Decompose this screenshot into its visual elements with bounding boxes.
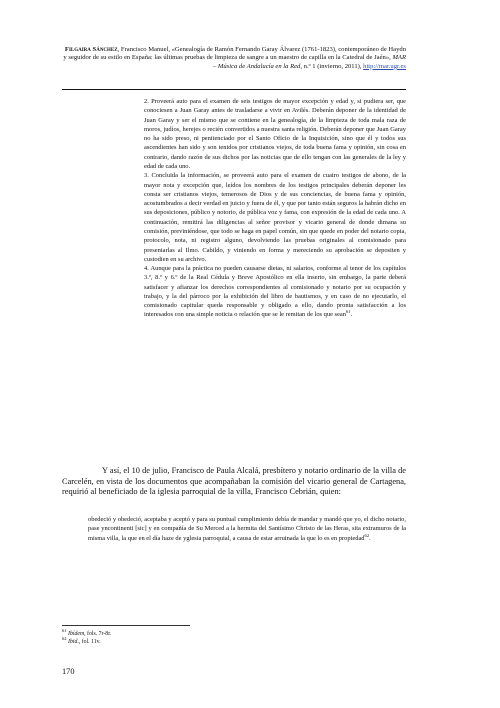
footnote-divider — [62, 625, 190, 626]
body-paragraph: Y así, el 10 de julio, Francisco de Paula Alcalá, presbítero y notario ordinario de la villa de Carcelén, en vista de los documentos que acompañaban la comisión del vicario general de Cartagena, requirió al beneficiado de la iglesia parroquial de la villa, Francisco Cebrián, quien: — [62, 466, 406, 497]
quote-paragraph-4: 4. Aunque para la práctica no pueden causarse dietas, ni salarios, conforme al tenor de los capítulos 3.º, 8.º y 6.º de la Real Cédula y Breve Apostólico en ella inserto, sin embargo, la parte deberá satisfacer y afianzar los derechos correspondientes al comisionado y notario por su ocupación y trabajo, y la del párroco por la exhibición del libro de bautismos, y en caso de no ejecutarlo, el comisionado capitular queda responsable y obligado a ello, dando pronta satisfacción a los interesados con una simple noticia o relación que se le remitan de los que sean$^{61}$. — [144, 265, 406, 319]
footnotes — [62, 630, 402, 646]
page-number: 170 — [62, 667, 75, 676]
footnote-number: 62 — [62, 636, 67, 642]
header-journal: MAR – Música de Andalucía en la Red — [212, 54, 406, 70]
footnote-number: 61 — [62, 628, 67, 634]
running-header — [62, 46, 406, 71]
footnote-detail: , fol. 11v. — [78, 639, 101, 645]
block-quote — [144, 97, 406, 320]
footnote-61 — [62, 630, 402, 638]
header-author: Filgaira Sánchez — [64, 46, 118, 53]
footnote-ref-62[interactable]: 62 — [364, 532, 370, 538]
block-quote-2: obedeció y obedeció, aceptaba y aceptó y para su puntual cumplimiento debía de mandar y mandó que yo, el dicho notario, pase yncontinenti [sic] y en compañía de Su Merced a la hermita del Santísimo Christo de las Heras, sita extramuros de la misma villa, la que en el día haze de yglesia parroquial, a causa de estar arruinada la que lo es en propiedad$^{62}$. — [88, 516, 406, 542]
footnote-detail: , fols. 7r-8r. — [84, 631, 112, 637]
footnote-source: Ibídem — [68, 631, 85, 637]
quote-paragraph-2: 2. Proveerá auto para el examen de seis testigos de mayor excepción y edad y, si pudiera ser, que conociesen a Juan Garay antes de trasladarse a vivir en Avilés. Deberán deponer de la identidad de Juan Garay y ser el mismo que se contiene en la genealogía, de la limpieza de toda mala raza de moros, judíos, herejes o recién convertidos a nuestra santa religión. Deberán deponer que Juan Garay no ha sido preso, ni penitenciado por el Santo Oficio de la Inquisición, sino que él y todos sus ascendientes han sido y son tenidos por cristianos viejos, de toda buena fama y opinión, sin cosa en contrario, dando razón de sus dichos por las noticias que de ello tengan con las generales de la ley y edad de cada uno. — [144, 98, 406, 170]
header-citation: , Francisco Manuel, «Genealogía de Ramón Fernando Garay Álvarez (1761-1823), contemporáneo de Haydn y seguidor de su estilo en España: las últimas pruebas de limpieza de sangre a un maestro de capilla en la Catedral de Jaén», — [63, 46, 406, 62]
footnote-ref-61[interactable]: 61 — [346, 309, 351, 315]
block-quote-2-text: obedeció y obedeció, aceptaba y aceptó y para su puntual cumplimiento debía de mandar y mandó que yo, el dicho notario, pase yncontinenti [sic] y en compañía de Su Merced a la hermita del Santísimo Christo de las Heras, sita extramuros de la misma villa, la que en el día haze de yglesia parroquial, a causa de estar arruinada la que lo es en propiedad — [88, 516, 406, 542]
quote-paragraph-3: 3. Concluida la información, se proveerá auto para el examen de cuatro testigos de abono, de la mayor nota y excepción que, leídos los nombres de los testigos principales deberán deponer les consta ser cristianos viejos, temerosos de Dios y de sus conciencias, de buena fama y opinión, acostumbrados a decir verdad en juicio y fuera de él, y que por tanto están seguros la habrán dicho en sus deposiciones, público y notorio, de pública voz y fama, con expresión de la edad de cada uno. A continuación, remitirá las diligencias al señor provisor y vicario general de donde dimana su comisión, previniéndose, que todo se haga en papel común, sin que quede en poder del notario copia, protocolo, nota, ni registro alguno, devolviendo las pruebas originales al comisionado para presentarlas al Ilmo. Cabildo, y viniendo en forma y mereciendo su aprobación se depositen y custodien en su archivo. — [144, 172, 406, 263]
header-link[interactable]: http://mar.ugr.es — [363, 62, 406, 70]
header-divider — [62, 89, 406, 90]
footnote-source: Ibid. — [68, 639, 79, 645]
footnote-62 — [62, 638, 402, 646]
quote-paragraph-4-text: 4. Aunque para la práctica no pueden causarse dietas, ni salarios, conforme al tenor de los capítulos 3.º, 8.º y 6.º de la Real Cédula y Breve Apostólico en ella inserto, sin embargo, la parte deberá satisfacer y afianzar los derechos correspondientes al comisionado y notario por su ocupación y trabajo, y la del párroco por la exhibición del libro de bautismos, y en caso de no ejecutarlo, el comisionado capitular queda responsable y obligado a ello, dando pronta satisfacción a los interesados con una simple noticia o relación que se le remitan de los que sean — [144, 265, 406, 319]
header-issue: , n.º 1 (invierno, 2011), — [300, 62, 362, 70]
